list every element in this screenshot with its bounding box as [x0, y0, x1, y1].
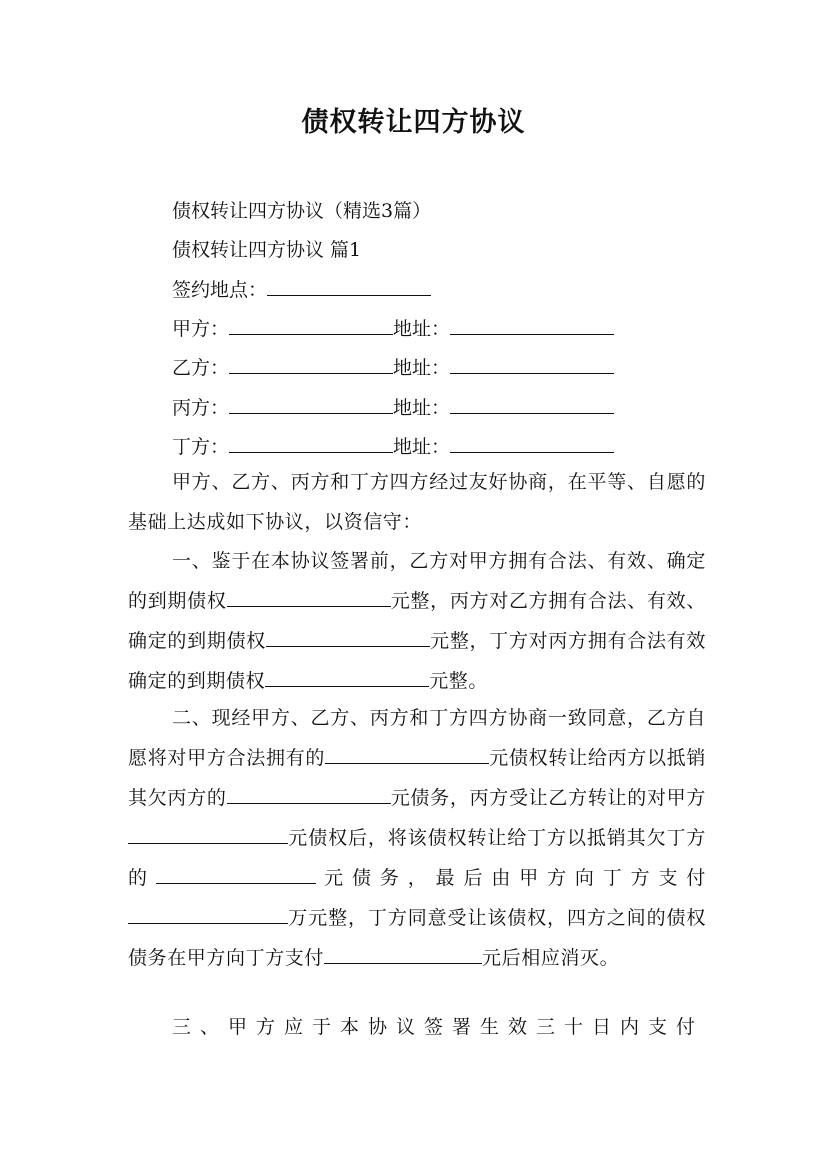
- intro-paragraph: 甲方、乙方、丙方和丁方四方经过友好协商，在平等、自愿的基础上达成如下协议，以资信守：: [128, 471, 706, 533]
- clause-text: 三、甲方应于本协议签署生效三十日内支付: [172, 1016, 705, 1038]
- address-blank: [450, 316, 614, 335]
- party-label: 丙方：: [172, 397, 230, 419]
- clause-text: 一、鉴于在本协议签署前，乙方对甲方拥有合法、有效、确定的到期债权: [128, 550, 706, 612]
- amount-blank: [325, 745, 489, 764]
- clause-3: [128, 1007, 706, 1047]
- amount-blank: [227, 588, 391, 607]
- signing-place-row: [172, 277, 431, 303]
- party-row-ding: [172, 434, 614, 460]
- party-name-blank: [229, 316, 393, 335]
- amount-blank: [156, 865, 316, 884]
- clause-1: [128, 541, 706, 701]
- clause-text: 元债权后，将该债权转让给丁方以抵销其欠丁方的: [128, 827, 706, 889]
- party-name-blank: [229, 434, 393, 453]
- party-label: 乙方：: [172, 357, 230, 379]
- clause-text: 元债权转让给丙方以抵销其欠丙方的: [128, 747, 706, 809]
- amount-blank: [128, 905, 288, 924]
- party-row-bing: [172, 395, 614, 421]
- clause-text: 元债务，丙方受让乙方转让的对甲方: [390, 787, 706, 809]
- clause-text: 元债务，最后由甲方向丁方支付: [315, 867, 706, 889]
- amount-blank: [227, 785, 391, 804]
- amount-blank: [265, 668, 429, 687]
- address-label: 地址：: [393, 357, 451, 379]
- address-blank: [450, 355, 614, 374]
- party-name-blank: [229, 355, 393, 374]
- clause-text: 元整。: [429, 670, 489, 692]
- address-label: 地址：: [393, 436, 451, 458]
- section-heading: 债权转让四方协议 篇1: [172, 239, 362, 261]
- clause-text: 元整，丁方对丙方拥有合法有效确定的到期债权: [128, 630, 706, 692]
- party-row-jia: [172, 316, 614, 342]
- clause-text: 元整，丙方对乙方拥有合法、有效、确定的到期债权: [128, 590, 706, 652]
- amount-blank: [128, 825, 288, 844]
- signing-place-label: 签约地点：: [172, 279, 268, 301]
- party-label: 甲方：: [172, 318, 230, 340]
- party-label: 丁方：: [172, 436, 230, 458]
- document-subtitle: 债权转让四方协议（精选3篇）: [172, 200, 432, 222]
- amount-blank: [324, 945, 482, 964]
- clause-text: 万元整，丁方同意受让该债权，四方之间的债权债务在甲方向丁方支付: [128, 907, 706, 969]
- party-row-yi: [172, 355, 614, 381]
- clause-text: 二、现经甲方、乙方、丙方和丁方四方协商一致同意，乙方自愿将对甲方合法拥有的: [128, 707, 706, 769]
- document-title: 债权转让四方协议: [301, 107, 526, 138]
- party-name-blank: [229, 395, 393, 414]
- clause-2: [128, 698, 706, 978]
- signing-place-blank: [267, 277, 431, 296]
- clause-text: 元后相应消灭。: [482, 947, 620, 969]
- address-blank: [450, 434, 614, 453]
- address-blank: [450, 395, 614, 414]
- address-label: 地址：: [393, 318, 451, 340]
- address-label: 地址：: [393, 397, 451, 419]
- amount-blank: [266, 628, 430, 647]
